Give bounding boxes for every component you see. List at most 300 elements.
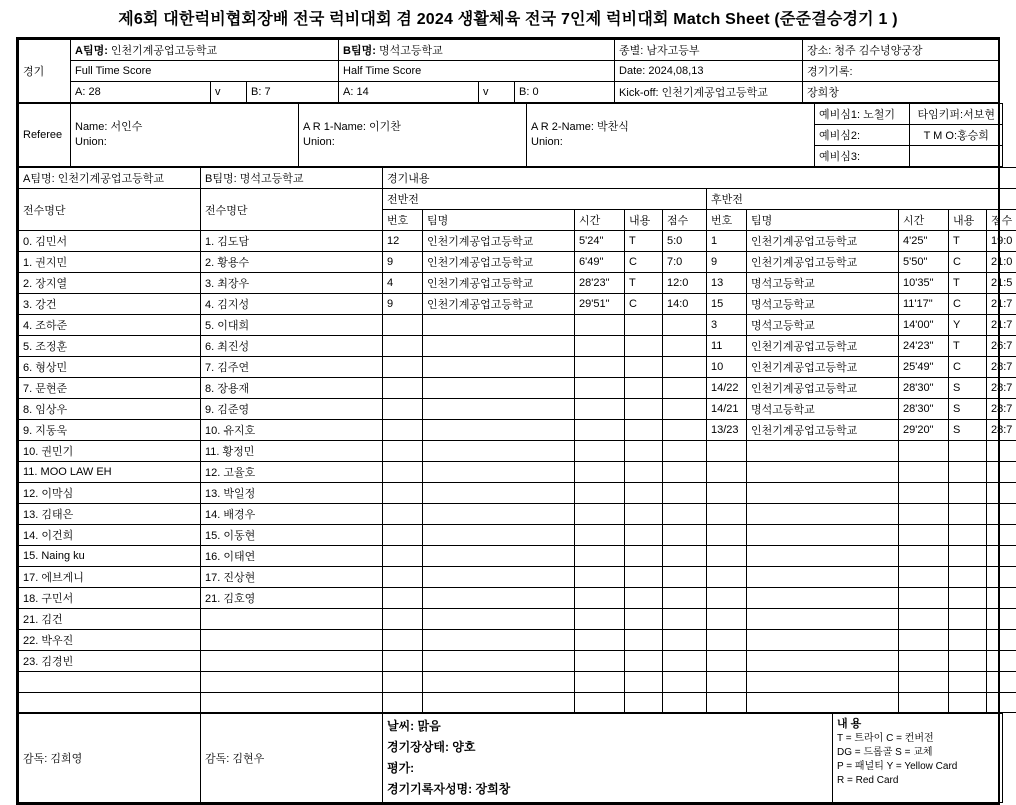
event-time-1 [575,609,625,630]
event-number-1 [383,525,423,546]
event-number-2 [707,588,747,609]
event-score-1 [663,357,707,378]
event-number-1 [383,630,423,651]
full-time-v: v [211,82,247,103]
table-row [19,336,1016,357]
event-type-2: T [949,273,987,294]
event-number-1 [383,315,423,336]
roster-a-label: A팀명: [23,173,55,185]
event-type-2: Y [949,315,987,336]
event-type-2 [949,651,987,672]
roster-b-label: B팀명: [205,173,237,185]
legend-cell [833,714,1003,803]
event-type-1: T [625,273,663,294]
col-type-2: 내용 [949,210,987,231]
event-number-2 [707,546,747,567]
event-type-2 [949,462,987,483]
event-score-1 [663,651,707,672]
roster-item-a: 13. 김태은 [19,504,201,525]
half-time-score-b: B: 0 [515,82,615,103]
event-time-1 [575,336,625,357]
event-number-1 [383,462,423,483]
event-team-1 [423,315,575,336]
roster-item-a: 18. 구민서 [19,588,201,609]
event-score-2: 28:7 [987,378,1016,399]
event-score-1: 14:0 [663,294,707,315]
event-score-2 [987,504,1016,525]
event-score-2 [987,692,1016,713]
event-team-2: 명석고등학교 [747,399,899,420]
match-info-table [18,39,999,103]
roster-events-table [18,167,1016,713]
event-time-2 [899,441,949,462]
event-team-1 [423,630,575,651]
table-row [19,399,1016,420]
table-row [19,588,1016,609]
event-number-1: 9 [383,294,423,315]
event-team-2: 인천기계공업고등학교 [747,231,899,252]
event-number-1: 12 [383,231,423,252]
roster-item-a: 15. Naing ku [19,546,201,567]
event-team-2 [747,546,899,567]
roster-item-b: 21. 김호영 [201,588,383,609]
coach-b: 감독: 김현우 [201,714,383,803]
event-team-2 [747,525,899,546]
event-time-1 [575,315,625,336]
event-team-1: 인천기계공업고등학교 [423,273,575,294]
event-time-1 [575,420,625,441]
event-team-2: 명석고등학교 [747,294,899,315]
event-team-1 [423,420,575,441]
col-no-1: 번호 [383,210,423,231]
event-score-1 [663,441,707,462]
event-number-1 [383,567,423,588]
event-team-1 [423,567,575,588]
event-number-2: 11 [707,336,747,357]
conditions-cell [383,714,833,803]
event-type-1 [625,630,663,651]
event-number-2 [707,462,747,483]
table-row [19,567,1016,588]
event-type-1 [625,672,663,693]
event-team-1 [423,525,575,546]
roster-item-b: 12. 고율호 [201,462,383,483]
col-score-2: 점수 [987,210,1016,231]
table-row [19,294,1016,315]
event-score-1 [663,504,707,525]
event-score-1 [663,525,707,546]
event-type-2 [949,441,987,462]
event-score-1 [663,672,707,693]
event-score-2 [987,609,1016,630]
event-type-2 [949,483,987,504]
event-number-1 [383,378,423,399]
referee-name-cell [71,104,299,167]
event-team-1 [423,546,575,567]
roster-item-a: 7. 문현준 [19,378,201,399]
table-row [19,630,1016,651]
event-score-2 [987,672,1016,693]
event-team-1 [423,504,575,525]
event-time-1 [575,588,625,609]
event-time-1 [575,672,625,693]
referee-name-value: 서인수 [110,121,142,133]
footer-table [18,713,1003,803]
event-score-1 [663,315,707,336]
roster-item-b [201,672,383,693]
division-value: 남자고등부 [646,45,699,57]
event-team-2: 인천기계공업고등학교 [747,252,899,273]
event-number-2: 10 [707,357,747,378]
event-time-1 [575,630,625,651]
event-type-2 [949,692,987,713]
event-type-2: S [949,420,987,441]
event-score-2: 21:5 [987,273,1016,294]
event-score-1: 5:0 [663,231,707,252]
event-score-2: 21:0 [987,252,1016,273]
ar2-cell [527,104,815,167]
event-score-2: 21:7 [987,315,1016,336]
roster-item-b: 5. 이대희 [201,315,383,336]
event-type-1 [625,357,663,378]
roster-item-a: 17. 에브게니 [19,567,201,588]
table-row [19,692,1016,713]
event-type-2 [949,525,987,546]
roster-item-b: 9. 김준영 [201,399,383,420]
event-type-2 [949,630,987,651]
table-row [19,441,1016,462]
event-time-2 [899,651,949,672]
match-row-label: 경기 [19,40,71,103]
team-b-label: B팀명: [343,45,376,57]
roster-item-a: 5. 조정훈 [19,336,201,357]
table-row [19,357,1016,378]
venue-label: 장소: [807,45,831,57]
roster-col-a-title: 전수명단 [19,189,201,231]
event-number-1 [383,483,423,504]
event-time-2 [899,609,949,630]
event-type-1: C [625,294,663,315]
table-row [19,315,1016,336]
roster-item-b: 3. 최장우 [201,273,383,294]
event-time-2 [899,567,949,588]
event-type-2: S [949,399,987,420]
event-team-2: 명석고등학교 [747,273,899,294]
event-type-2 [949,609,987,630]
roster-item-b: 11. 황정민 [201,441,383,462]
event-score-2: 28:7 [987,420,1016,441]
legend-line-3: R = Red Card [837,774,998,788]
event-type-1 [625,609,663,630]
roster-item-b: 2. 황용수 [201,252,383,273]
event-time-2: 4'25" [899,231,949,252]
roster-item-a: 10. 권민기 [19,441,201,462]
event-time-1 [575,525,625,546]
event-score-1 [663,420,707,441]
event-score-1 [663,462,707,483]
event-team-2 [747,441,899,462]
event-team-1: 인천기계공업고등학교 [423,252,575,273]
event-time-2: 28'30" [899,399,949,420]
event-time-1 [575,462,625,483]
event-number-1 [383,588,423,609]
event-type-1 [625,483,663,504]
venue-value: 청주 김수녕양궁장 [834,45,922,57]
event-time-1: 6'49" [575,252,625,273]
kickoff-label: Kick-off: [619,87,659,99]
event-time-2: 25'49" [899,357,949,378]
event-time-1 [575,378,625,399]
event-type-1 [625,567,663,588]
roster-item-a: 0. 김민서 [19,231,201,252]
referee-table [18,103,1003,167]
roster-item-a: 6. 형상민 [19,357,201,378]
team-a-cell [71,40,339,61]
event-number-2 [707,483,747,504]
event-number-1 [383,441,423,462]
event-type-1 [625,546,663,567]
event-time-1 [575,651,625,672]
legend-title: 내 용 [837,718,861,730]
referee-name-label: Name: [75,121,107,133]
event-team-1 [423,462,575,483]
event-number-2: 13 [707,273,747,294]
coach-a: 감독: 김희영 [19,714,201,803]
roster-item-b: 6. 최진성 [201,336,383,357]
col-no-2: 번호 [707,210,747,231]
legend-line-0: T = 트라이 C = 컨버전 [837,732,998,746]
roster-item-a [19,692,201,713]
event-time-1 [575,483,625,504]
event-type-1 [625,525,663,546]
referee-row-label: Referee [19,104,71,167]
roster-item-a: 9. 지동욱 [19,420,201,441]
event-type-1 [625,336,663,357]
event-type-2 [949,588,987,609]
team-b-cell [339,40,615,61]
roster-item-a: 23. 김경빈 [19,651,201,672]
event-score-1: 7:0 [663,252,707,273]
ar2-value: 박찬식 [597,121,629,133]
scorer-name: 경기기록자성명: 장희창 [387,779,828,800]
full-time-score-a: A: 28 [71,82,211,103]
col-team-2: 팀명 [747,210,899,231]
event-time-2 [899,588,949,609]
roster-item-a: 4. 조하준 [19,315,201,336]
event-type-1 [625,462,663,483]
division-label: 종별: [619,45,643,57]
event-number-1 [383,504,423,525]
roster-item-a: 11. MOO LAW EH [19,462,201,483]
event-score-1 [663,609,707,630]
event-number-1 [383,651,423,672]
event-time-2: 29'20" [899,420,949,441]
roster-item-b: 1. 김도담 [201,231,383,252]
event-time-1 [575,567,625,588]
roster-item-b [201,651,383,672]
half-time-v: v [479,82,515,103]
event-score-1 [663,588,707,609]
col-time-2: 시간 [899,210,949,231]
event-score-2 [987,462,1016,483]
event-type-2 [949,546,987,567]
table-row [19,252,1016,273]
roster-item-b: 13. 박일정 [201,483,383,504]
half-time-label: Half Time Score [339,61,615,82]
event-team-1 [423,336,575,357]
event-number-2 [707,630,747,651]
event-number-2 [707,525,747,546]
event-team-1 [423,357,575,378]
event-team-2 [747,692,899,713]
event-score-2: 28:7 [987,357,1016,378]
event-score-2 [987,630,1016,651]
event-team-2 [747,609,899,630]
event-number-2: 15 [707,294,747,315]
event-team-2 [747,462,899,483]
event-team-2: 인천기계공업고등학교 [747,378,899,399]
event-number-1: 4 [383,273,423,294]
ar1-union-label: Union: [303,136,335,148]
event-team-2: 인천기계공업고등학교 [747,357,899,378]
col-team-1: 팀명 [423,210,575,231]
event-time-2: 24'23" [899,336,949,357]
event-type-1 [625,651,663,672]
col-score-1: 점수 [663,210,707,231]
event-score-2 [987,525,1016,546]
date-label: Date: [619,65,645,77]
roster-item-b [201,609,383,630]
event-time-2 [899,525,949,546]
event-score-1 [663,483,707,504]
event-type-2 [949,504,987,525]
kickoff-cell [615,82,803,103]
event-number-2: 14/21 [707,399,747,420]
reserve3: 예비심3: [815,146,909,167]
event-time-1: 28'23" [575,273,625,294]
first-half-title: 전반전 [383,189,707,210]
event-time-2 [899,462,949,483]
event-type-1 [625,504,663,525]
event-team-2 [747,651,899,672]
full-time-score-b: B: 7 [247,82,339,103]
event-number-1 [383,336,423,357]
ar2-union-label: Union: [531,136,563,148]
event-score-2 [987,441,1016,462]
event-type-1 [625,588,663,609]
event-time-2: 5'50" [899,252,949,273]
event-time-2 [899,672,949,693]
event-type-2 [949,672,987,693]
table-row [19,231,1016,252]
roster-item-b [201,692,383,713]
event-type-1 [625,692,663,713]
table-row [19,462,1016,483]
event-time-1 [575,546,625,567]
date-value: 2024,08,13 [648,65,703,77]
event-score-2: 21:7 [987,294,1016,315]
date-cell [615,61,803,82]
event-team-1 [423,609,575,630]
table-row [19,483,1016,504]
event-time-2 [899,504,949,525]
reserve1: 예비심1: 노철기 [815,104,909,125]
table-row [19,609,1016,630]
event-number-2 [707,567,747,588]
roster-item-b: 16. 이태연 [201,546,383,567]
roster-item-a: 3. 강건 [19,294,201,315]
col-type-1: 내용 [625,210,663,231]
roster-item-b: 17. 진상현 [201,567,383,588]
roster-b-team: 명석고등학교 [240,173,304,185]
table-row [19,546,1016,567]
half-time-score-a: A: 14 [339,82,479,103]
event-number-2 [707,504,747,525]
second-half-title: 후반전 [707,189,1016,210]
legend-line-1: DG = 드롭골 S = 교체 [837,746,998,760]
event-team-1 [423,692,575,713]
event-team-2: 인천기계공업고등학교 [747,336,899,357]
event-score-2: 26:7 [987,336,1016,357]
event-team-2 [747,672,899,693]
event-time-1 [575,399,625,420]
event-type-2: T [949,336,987,357]
team-a-label: A팀명: [75,45,108,57]
ar2-label: A R 2-Name: [531,121,594,133]
recorder-value-cell: 장희창 [803,82,999,103]
roster-item-a: 1. 권지민 [19,252,201,273]
event-number-2: 3 [707,315,747,336]
roster-item-a [19,672,201,693]
event-type-1: C [625,252,663,273]
ar1-value: 이기찬 [369,121,401,133]
table-row [19,651,1016,672]
event-score-2 [987,483,1016,504]
event-team-2: 명석고등학교 [747,315,899,336]
event-type-2: C [949,252,987,273]
table-row [19,420,1016,441]
event-number-2 [707,672,747,693]
event-number-1 [383,420,423,441]
event-number-1 [383,609,423,630]
event-number-2: 9 [707,252,747,273]
timekeeper: 타임키퍼:서보현 [909,104,1003,125]
division-cell [615,40,803,61]
event-team-1 [423,672,575,693]
event-number-1 [383,546,423,567]
event-team-2 [747,504,899,525]
table-row [19,273,1016,294]
team-a-name: 인천기계공업고등학교 [111,45,217,57]
referee-union-label: Union: [75,136,107,148]
event-team-2 [747,483,899,504]
roster-a-team: 인천기계공업고등학교 [58,173,164,185]
event-score-1: 12:0 [663,273,707,294]
event-time-1: 5'24" [575,231,625,252]
event-team-1: 인천기계공업고등학교 [423,231,575,252]
col-time-1: 시간 [575,210,625,231]
event-type-1 [625,441,663,462]
event-number-1 [383,672,423,693]
event-team-2 [747,630,899,651]
event-number-2 [707,692,747,713]
event-time-1 [575,692,625,713]
event-number-2: 13/23 [707,420,747,441]
event-team-1 [423,651,575,672]
event-team-1 [423,441,575,462]
event-score-1 [663,378,707,399]
event-team-1 [423,378,575,399]
